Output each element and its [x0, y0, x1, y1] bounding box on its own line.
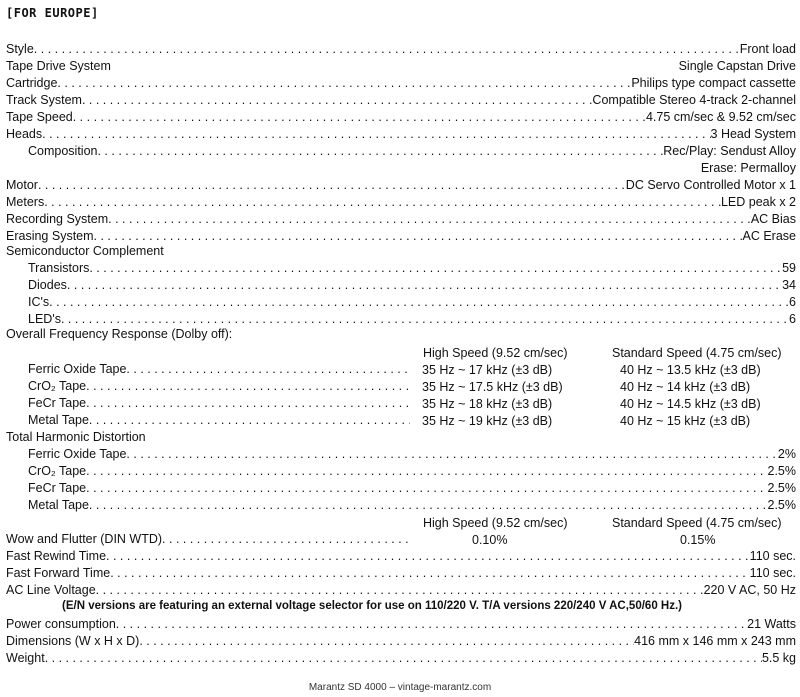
- spec-row-dimensions: Dimensions (W x H x D) . . . 416 mm x 146 mm x 243 mm: [6, 634, 796, 651]
- freq-row-fecr: FeCr Tape . . .: [28, 396, 410, 413]
- freq-cro2-hs: 35 Hz ~ 17.5 kHz (±3 dB): [422, 380, 563, 394]
- spec-row-tape-drive: Tape Drive System Single Capstan Drive: [6, 59, 796, 73]
- thd-row-ferric: Ferric Oxide Tape . . . 2%: [28, 447, 796, 464]
- footer-credit: Marantz SD 4000 – vintage-marantz.com: [308, 682, 492, 693]
- freq-row-cro2: CrO₂ Tape . . .: [28, 379, 410, 396]
- semi-row-transistors: Transistors . . . 59: [28, 261, 796, 278]
- spec-row-motor: Motor . . . DC Servo Controlled Motor x 1: [6, 178, 796, 195]
- spec-row-style: Style . . . Front load: [6, 42, 796, 59]
- semi-row-ics: IC's . . . 6: [28, 295, 796, 312]
- semi-row-diodes: Diodes . . . 34: [28, 278, 796, 295]
- freq-title: Overall Frequency Response (Dolby off):: [6, 327, 233, 341]
- spec-row-ac-line: AC Line Voltage . . . 220 V AC, 50 Hz: [6, 583, 796, 600]
- spec-row-track-system: Track System . . . Compatible Stereo 4-track 2-channel: [6, 93, 796, 110]
- wow-row: Wow and Flutter (DIN WTD) . . .: [6, 532, 410, 549]
- semi-row-leds: LED's . . . 6: [28, 312, 796, 329]
- spec-row-composition-erase: Erase: Permalloy: [700, 161, 796, 175]
- region-heading: [FOR EUROPE]: [6, 6, 99, 20]
- spec-row-power: Power consumption . . . 21 Watts: [6, 617, 796, 634]
- spec-row-tape-speed: Tape Speed . . . 4.75 cm/sec & 9.52 cm/sec: [6, 110, 796, 127]
- semiconductor-title: Semiconductor Complement: [6, 244, 164, 258]
- freq-row-ferric: Ferric Oxide Tape . . .: [28, 362, 410, 379]
- spec-row-meters: Meters . . . LED peak x 2: [6, 195, 796, 212]
- spec-row-erasing: Erasing System . . . AC Erase: [6, 229, 796, 246]
- spec-row-recording: Recording System . . . AC Bias: [6, 212, 796, 229]
- freq-fecr-hs: 35 Hz ~ 18 kHz (±3 dB): [422, 397, 553, 411]
- thd-row-cro2: CrO₂ Tape . . . 2.5%: [28, 464, 796, 481]
- spec-row-composition: Composition . . . Rec/Play: Sendust Alloy: [28, 144, 796, 161]
- thd-title: Total Harmonic Distortion: [6, 430, 146, 444]
- wow-hs-value: 0.10%: [472, 533, 508, 547]
- freq-metal-ss: 40 Hz ~ 15 kHz (±3 dB): [620, 414, 751, 428]
- spec-row-weight: Weight . . . 5.5 kg: [6, 651, 796, 668]
- spec-row-rewind: Fast Rewind Time . . . 110 sec.: [6, 549, 796, 566]
- thd-row-metal: Metal Tape . . . 2.5%: [28, 498, 796, 515]
- freq-standard-speed-header: Standard Speed (4.75 cm/sec): [612, 346, 782, 360]
- freq-ferric-ss: 40 Hz ~ 13.5 kHz (±3 dB): [620, 363, 761, 377]
- wow-ss-value: 0.15%: [680, 533, 716, 547]
- voltage-note: (E/N versions are featuring an external voltage selector for use on 110/220 V. T/A versions 220/240 V AC,50/60 Hz.): [62, 600, 682, 612]
- thd-row-fecr: FeCr Tape . . . 2.5%: [28, 481, 796, 498]
- wow-standard-speed-header: Standard Speed (4.75 cm/sec): [612, 516, 782, 530]
- freq-row-metal: Metal Tape . . .: [28, 413, 410, 430]
- freq-metal-hs: 35 Hz ~ 19 kHz (±3 dB): [422, 414, 553, 428]
- spec-row-cartridge: Cartridge . . . Philips type compact cassette: [6, 76, 796, 93]
- freq-ferric-hs: 35 Hz ~ 17 kHz (±3 dB): [422, 363, 553, 377]
- freq-fecr-ss: 40 Hz ~ 14.5 kHz (±3 dB): [620, 397, 761, 411]
- wow-high-speed-header: High Speed (9.52 cm/sec): [423, 516, 568, 530]
- spec-row-forward: Fast Forward Time . . . 110 sec.: [6, 566, 796, 583]
- freq-cro2-ss: 40 Hz ~ 14 kHz (±3 dB): [620, 380, 751, 394]
- spec-row-heads: Heads . . . 3 Head System: [6, 127, 796, 144]
- freq-high-speed-header: High Speed (9.52 cm/sec): [423, 346, 568, 360]
